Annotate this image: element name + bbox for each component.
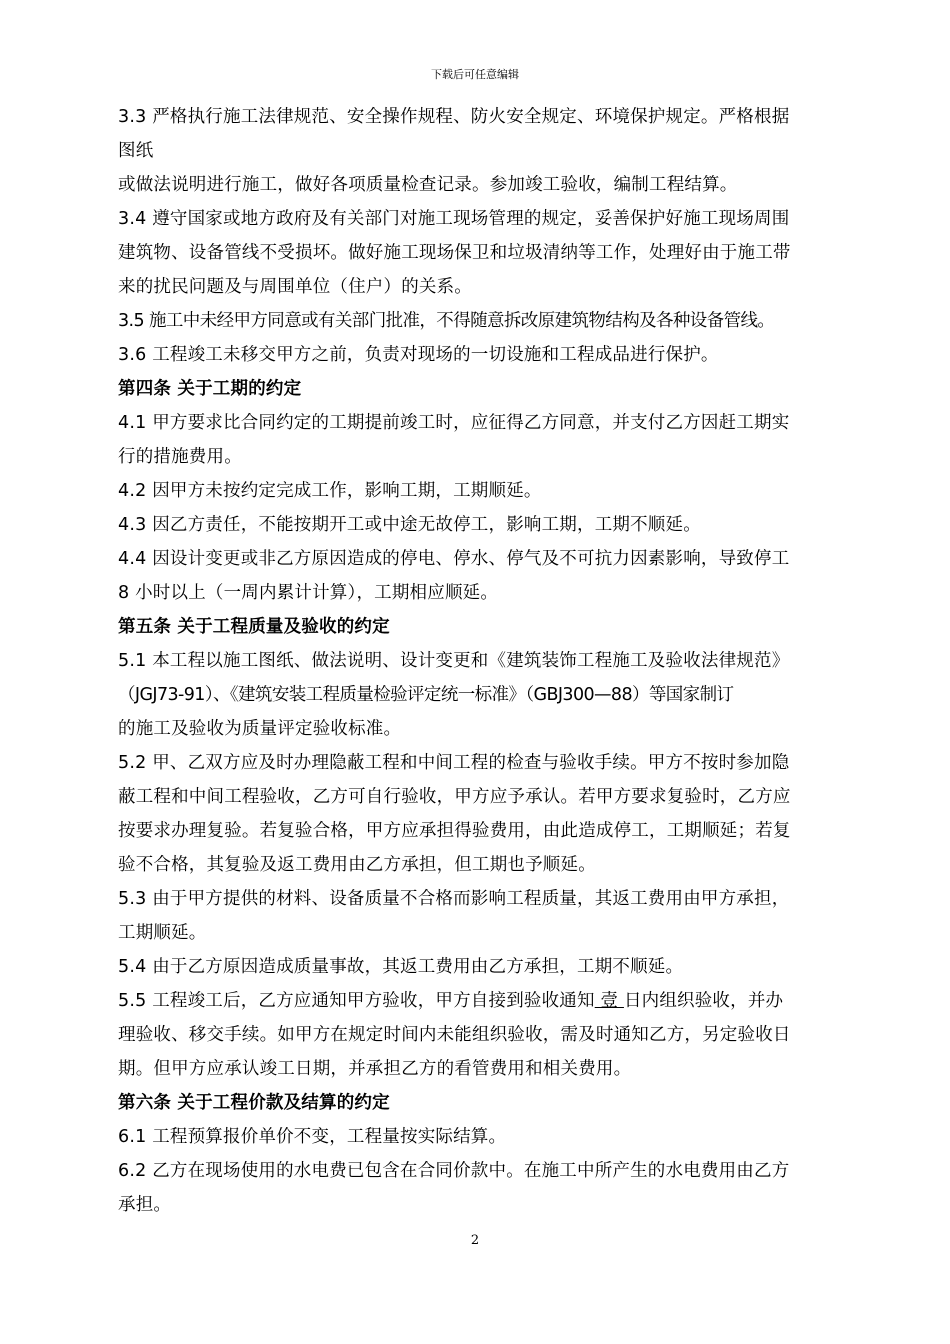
acceptance-days-blank: 壹 <box>594 991 624 1011</box>
clause-6-2-line: 6.2 乙方在现场使用的水电费已包含在合同价款中。在施工中所产生的水电费用由乙方 <box>118 1161 790 1181</box>
clause-5-5-text: 5.5 工程竣工后，乙方应通知甲方验收，甲方自接到验收通知 <box>118 991 595 1011</box>
article-4-heading: 第四条 关于工期的约定 <box>118 379 302 399</box>
clause-5-2-line: 蔽工程和中间工程验收，乙方可自行验收，甲方应予承认。若甲方要求复验时，乙方应 <box>118 787 791 807</box>
clause-3-6-line: 3.6 工程竣工未移交甲方之前，负责对现场的一切设施和工程成品进行保护。 <box>118 345 719 365</box>
clause-5-1-line: 5.1 本工程以施工图纸、做法说明、设计变更和《建筑装饰工程施工及验收法律规范》 <box>118 651 790 671</box>
clause-3-3-line: 或做法说明进行施工，做好各项质量检查记录。参加竣工验收，编制工程结算。 <box>118 175 738 195</box>
clause-3-4-line: 3.4 遵守国家或地方政府及有关部门对施工现场管理的规定，妥善保护好施工现场周围 <box>118 209 790 229</box>
clause-4-4-line: 4.4 因设计变更或非乙方原因造成的停电、停水、停气及不可抗力因素影响，导致停工 <box>118 549 790 569</box>
clause-5-2-line: 验不合格，其复验及返工费用由乙方承担，但工期也予顺延。 <box>118 855 596 875</box>
clause-5-1-line: （JGJ73-91）、《建筑安装工程质量检验评定统一标准》（GBJ300—88）等国家制订 <box>118 685 734 705</box>
article-6-heading: 第六条 关于工程价款及结算的约定 <box>118 1093 390 1113</box>
clause-4-1-line: 4.1 甲方要求比合同约定的工期提前竣工时，应征得乙方同意，并支付乙方因赶工期实 <box>118 413 790 433</box>
clause-3-4-line: 来的扰民问题及与周围单位（住户）的关系。 <box>118 277 472 297</box>
clause-3-4-line: 建筑物、设备管线不受损坏。做好施工现场保卫和垃圾清纳等工作，处理好由于施工带 <box>118 243 791 263</box>
clause-5-3-line: 工期顺延。 <box>118 923 207 943</box>
clause-5-3-line: 5.3 由于甲方提供的材料、设备质量不合格而影响工程质量，其返工费用由甲方承担， <box>118 889 790 909</box>
clause-3-3-line: 图纸 <box>118 141 154 161</box>
article-5-heading: 第五条 关于工程质量及验收的约定 <box>118 617 390 637</box>
clause-3-3-line: 3.3 严格执行施工法律规范、安全操作规程、防火安全规定、环境保护规定。严格根据 <box>118 107 790 127</box>
clause-4-3-line: 4.3 因乙方责任，不能按期开工或中途无故停工，影响工期，工期不顺延。 <box>118 515 701 535</box>
clause-4-4-line: 8 小时以上（一周内累计计算），工期相应顺延。 <box>118 583 499 603</box>
clause-6-1-line: 6.1 工程预算报价单价不变，工程量按实际结算。 <box>118 1127 507 1147</box>
clause-4-2-line: 4.2 因甲方未按约定完成工作，影响工期，工期顺延。 <box>118 481 542 501</box>
clause-5-4-line: 5.4 由于乙方原因造成质量事故，其返工费用由乙方承担，工期不顺延。 <box>118 957 684 977</box>
clause-5-5-line: 期。但甲方应承认竣工日期，并承担乙方的看管费用和相关费用。 <box>118 1059 632 1079</box>
clause-5-2-line: 按要求办理复验。若复验合格，甲方应承担得验费用，由此造成停工，工期顺延；若复 <box>118 821 791 841</box>
page-header: 下载后可任意编辑 <box>431 68 519 81</box>
clause-5-5-text: 日内组织验收，并办 <box>623 991 784 1011</box>
page-number: 2 <box>470 1233 480 1248</box>
clause-3-5-line: 3.5 施工中未经甲方同意或有关部门批准，不得随意拆改原建筑物结构及各种设备管线。 <box>118 311 775 331</box>
document-body <box>118 100 858 1222</box>
clause-4-1-line: 行的措施费用。 <box>118 447 242 467</box>
clause-5-1-line: 的施工及验收为质量评定验收标准。 <box>118 719 402 739</box>
clause-5-5-line <box>118 984 858 1018</box>
clause-5-2-line: 5.2 甲、乙双方应及时办理隐蔽工程和中间工程的检查与验收手续。甲方不按时参加隐 <box>118 753 790 773</box>
clause-5-5-line: 理验收、移交手续。如甲方在规定时间内未能组织验收，需及时通知乙方，另定验收日 <box>118 1025 791 1045</box>
clause-6-2-line: 承担。 <box>118 1195 172 1215</box>
